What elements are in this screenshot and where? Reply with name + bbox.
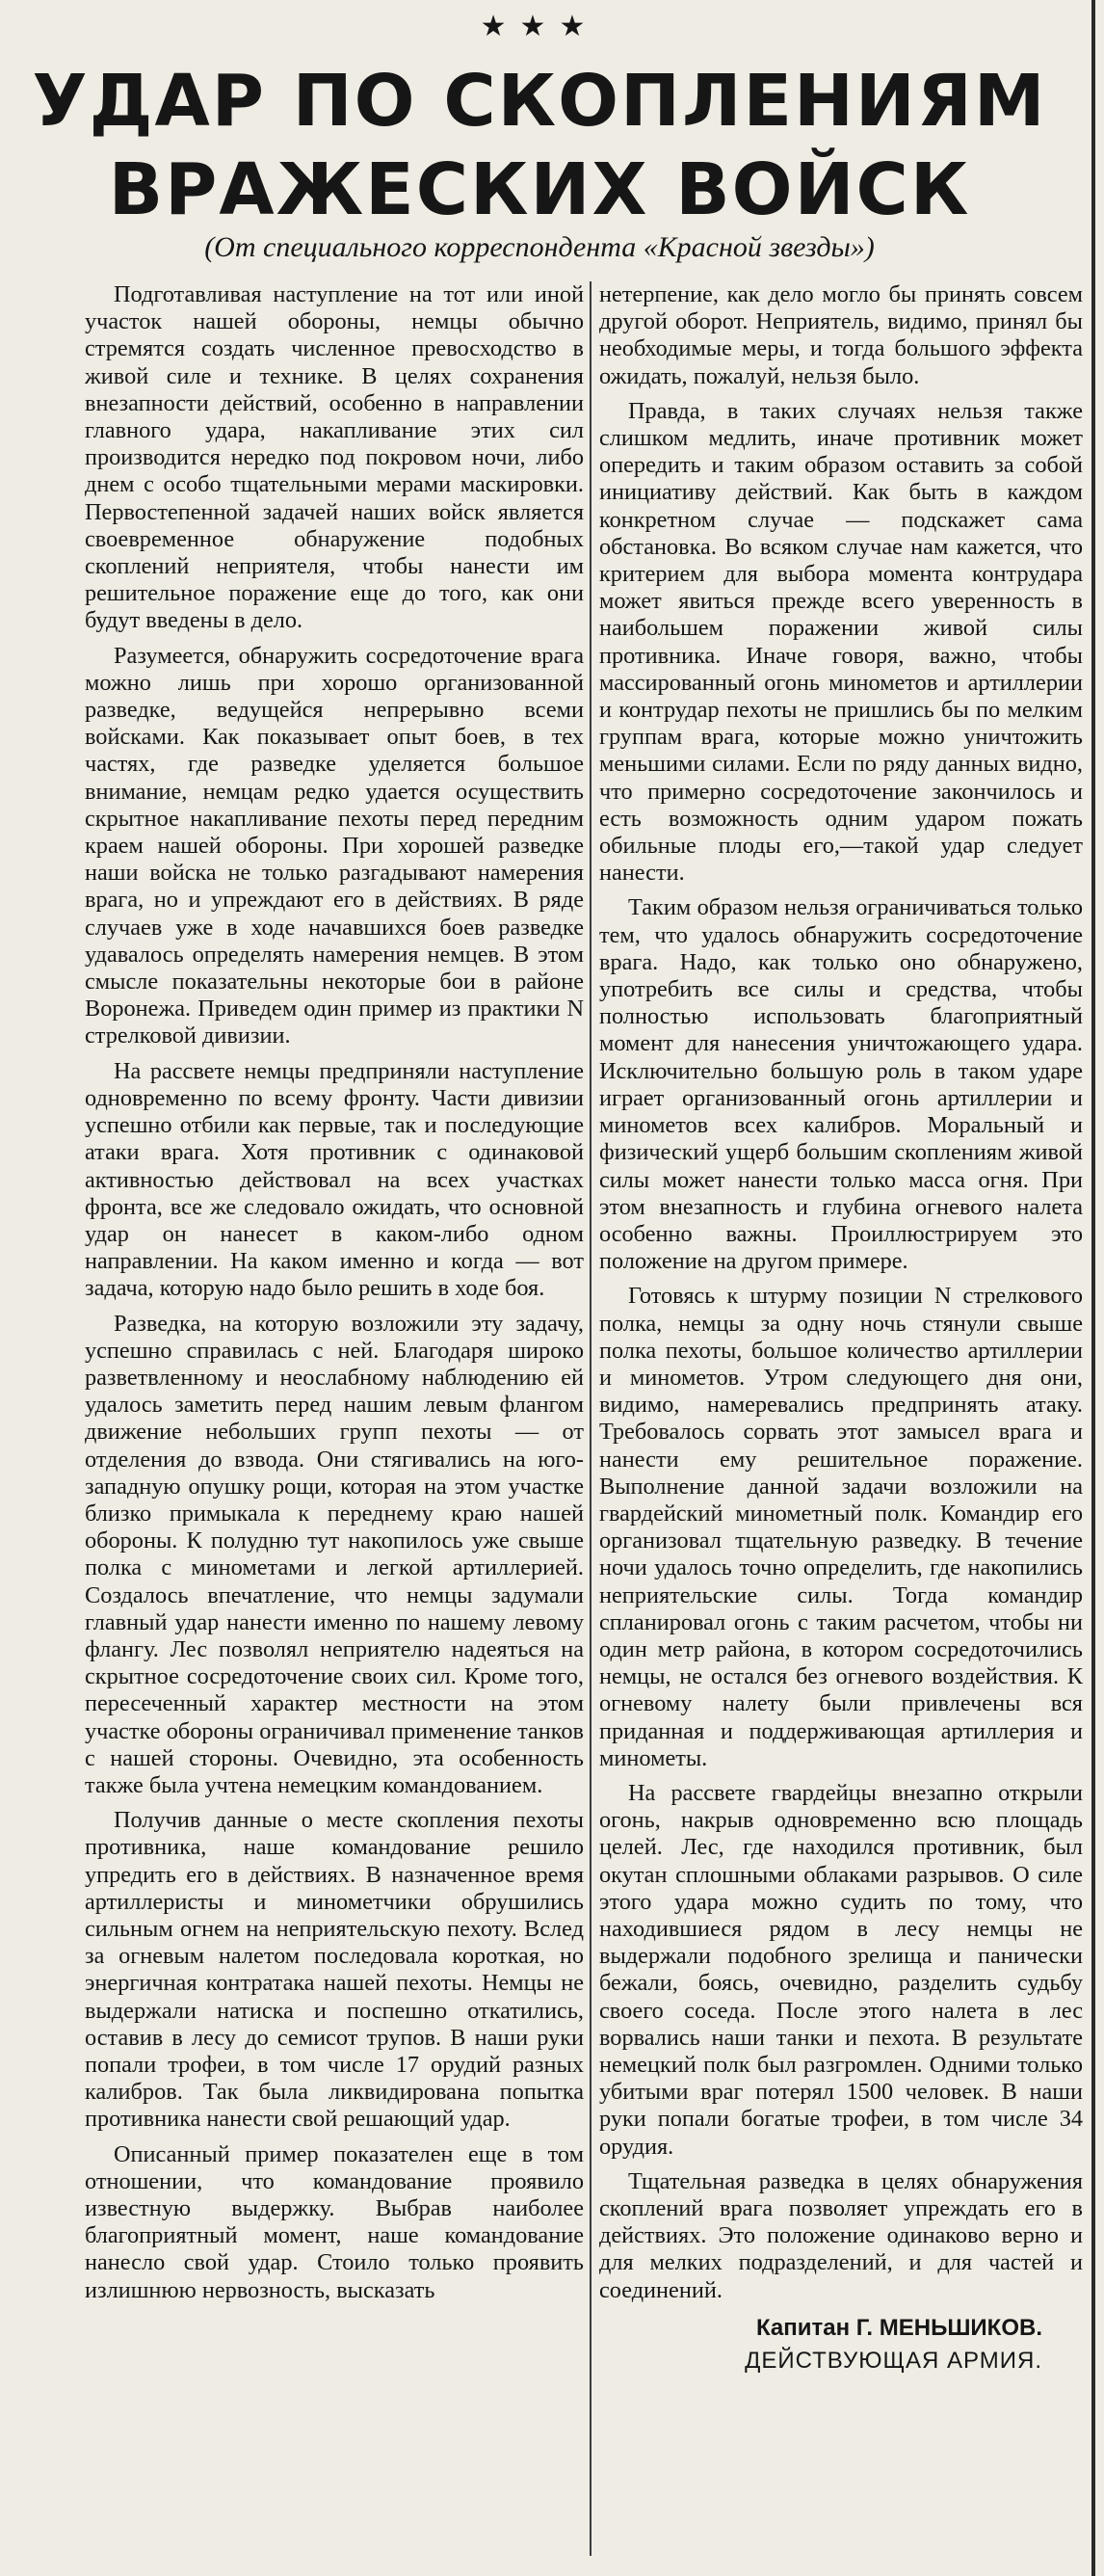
correspondent-subhead: (От специального корреспондента «Красной звезды») [204,231,875,263]
column-divider [590,281,591,2556]
page-edge-rule [1091,0,1095,2576]
paragraph: Получив данные о месте скопления пехоты противника, наше командование решило упредить его в действиях. В назначенное время артиллеристы и минометчики обрушились сильным огнем на неприятельскую пехоту. Вслед за огневым налетом последовала короткая, но энергичная контратака нашей пехоты. Немцы не выдержали натиска и поспешно откатились, оставив в лесу до семисот трупов. В наши руки попали трофеи, в том числе 17 орудий разных калибров. Так была ликвидирована попытка противника нанести свой решающий удар. [85,1807,584,2133]
headline-line-2: ВРАЖЕСКИХ ВОЙСК [108,148,971,231]
paragraph: Готовясь к штурму позиции N стрелкового полка, немцы за одну ночь стянули свыше полка пехоты, большое количество артиллерии и минометов. Утром следующего дня они, видимо, намеревались предпринять атаку. Требовалось сорвать этот замысел врага и нанести ему решительное поражение. Выполнение данной задачи возложили на гвардейский минометный полк. Командир его организовал тщательную разведку. В течение ночи удалось точно определить, где накопились неприятельские силы. Тогда командир спланировал огонь с таким расчетом, чтобы ни один метр района, в котором сосредоточились немцы, не остался без огневого воздействия. К огневому налету были привлечены вся приданная и поддерживающая артиллерия и минометы. [599,1283,1083,1771]
article-column-right [599,281,1083,2377]
section-stars: ★★★ [480,10,599,43]
paragraph: Описанный пример показателен еще в том отношении, что командование проявило известную выдержку. Выбрав наиболее благоприятный момент, наше командование нанесло свой удар. Стоило только проявить излишнюю нервозность, высказать [85,2140,584,2303]
paragraph-continuation: нетерпение, как дело могло бы принять совсем другой оборот. Неприятель, видимо, принял бы необходимые меры, и тогда большого эффекта ожидать, пожалуй, нельзя было. [599,281,1083,389]
author-unit: ДЕЙСТВУЮЩАЯ АРМИЯ. [745,2347,1042,2374]
paragraph: На рассвете немцы предприняли наступление одновременно по всему фронту. Части дивизии успешно отбили как первые, так и последующие атаки врага. Хотя противник с одинаковой активностью действовал на всех участках фронта, все же следовало ожидать, что основной удар он нанесет в каком-либо одном направлении. На каком именно и когда — вот задача, которую надо было решить в ходе боя. [85,1057,584,1302]
paragraph: Разумеется, обнаружить сосредоточение врага можно лишь при хорошо организованной разведке, ведущейся непрерывно всеми войсками. Как показывает опыт боев, в тех частях, где разведке уделяется большое внимание, немцам редко удается осуществить скрытное накапливание пехоты перед передним краем нашей обороны. При хорошей разведке наши войска не только разгадывают намерения врага, но и упреждают его в действиях. В ряде случаев уже в ходе начавшихся боев разведке удавалось определять намерения немцев. В этом смысле показательны некоторые бои в районе Воронежа. Приведем один пример из практики N стрелковой дивизии. [85,642,584,1049]
paragraph: Правда, в таких случаях нельзя также слишком медлить, иначе противник может опередить и таким образом оставить за собой инициативу действий. Как быть в каждом конкретном случае — подскажет сама обстановка. Во всяком случае нам кажется, что критерием для выбора момента контрудара может явиться прежде всего уверенность в наибольшем поражении живой силы противника. Иначе говоря, важно, чтобы массированный огонь минометов и артиллерии и контрудар пехоты не пришлись бы по мелким группам врага, которые можно уничтожить меньшими силами. Если по ряду данных видно, что примерно сосредоточение закончилось и есть возможность одним ударом пожать обильные плоды его,—такой удар следует нанести. [599,397,1083,887]
author-signature: Капитан Г. МЕНЬШИКОВ. [755,2314,1042,2341]
paragraph: На рассвете гвардейцы внезапно открыли огонь, накрыв одновременно всю площадь целей. Лес, где находился противник, был окутан сплошными облаками разрывов. О силе этого удара можно судить по тому, что находившиеся рядом в лесу немцы не выдержали подобного зрелища и панически бежали, боясь, очевидно, разделить судьбу своего соседа. После этого налета в лес ворвались наши танки и пехота. В результате немецкий полк был разгромлен. Одними только убитыми враг потерял 1500 человек. В наши руки попали богатые трофеи, в том числе 34 орудия. [599,1779,1083,2160]
paragraph: Подготавливая наступление на тот или иной участок нашей обороны, немцы обычно стремятся создать численное превосходство в живой силе и технике. В целях сохранения внезапности действий, особенно в направлении главного удара, накапливание этих сил производится нередко под покровом ночи, либо днем с особо тщательными мерами маскировки. Первостепенной задачей наших войск является своевременное обнаружение подобных скоплений неприятеля, чтобы нанести им решительное поражение еще до того, как они будут введены в дело. [85,281,584,634]
paragraph: Тщательная разведка в целях обнаружения скоплений врага позволяет упреждать его в действиях. Это положение одинаково верно и для мелких подразделений, и для частей и соединений. [599,2167,1083,2303]
article-column-left [85,281,584,2312]
paragraph: Разведка, на которую возложили эту задачу, успешно справилась с ней. Благодаря широко разветвленному и неослабному наблюдению ей удалось заметить перед нашим левым флангом движение небольших групп пехоты — от отделения до взвода. Они стягивались на юго-западную опушку рощи, которая на этом участке близко примыкала к переднему краю нашей обороны. К полудню тут накопилось уже свыше полка с минометами и легкой артиллерией. Создалось впечатление, что немцы задумали главный удар нанести именно по нашему левому флангу. Лес позволял неприятелю надеяться на скрытное сосредоточение своих сил. Кроме того, пересеченный характер местности на этом участке обороны ограничивал применение танков с нашей стороны. Очевидно, эта особенность также была учтена немецким командованием. [85,1310,584,1798]
headline-line-1: УДАР ПО СКОПЛЕНИЯМ [32,60,1047,143]
paragraph: Таким образом нельзя ограничиваться только тем, что удалось обнаружить сосредоточение врага. Надо, как только оно обнаружено, употребить все силы и средства, чтобы полностью использовать благоприятный момент для нанесения уничтожающего удара. Исключительно большую роль в таком ударе играет организованный огонь артиллерии и минометов всех калибров. Моральный и физический ущерб большим скоплениям живой силы может нанести только масса огня. При этом внезапность и глубина огневого налета особенно важны. Проиллюстрируем это положение на другом примере. [599,894,1083,1275]
